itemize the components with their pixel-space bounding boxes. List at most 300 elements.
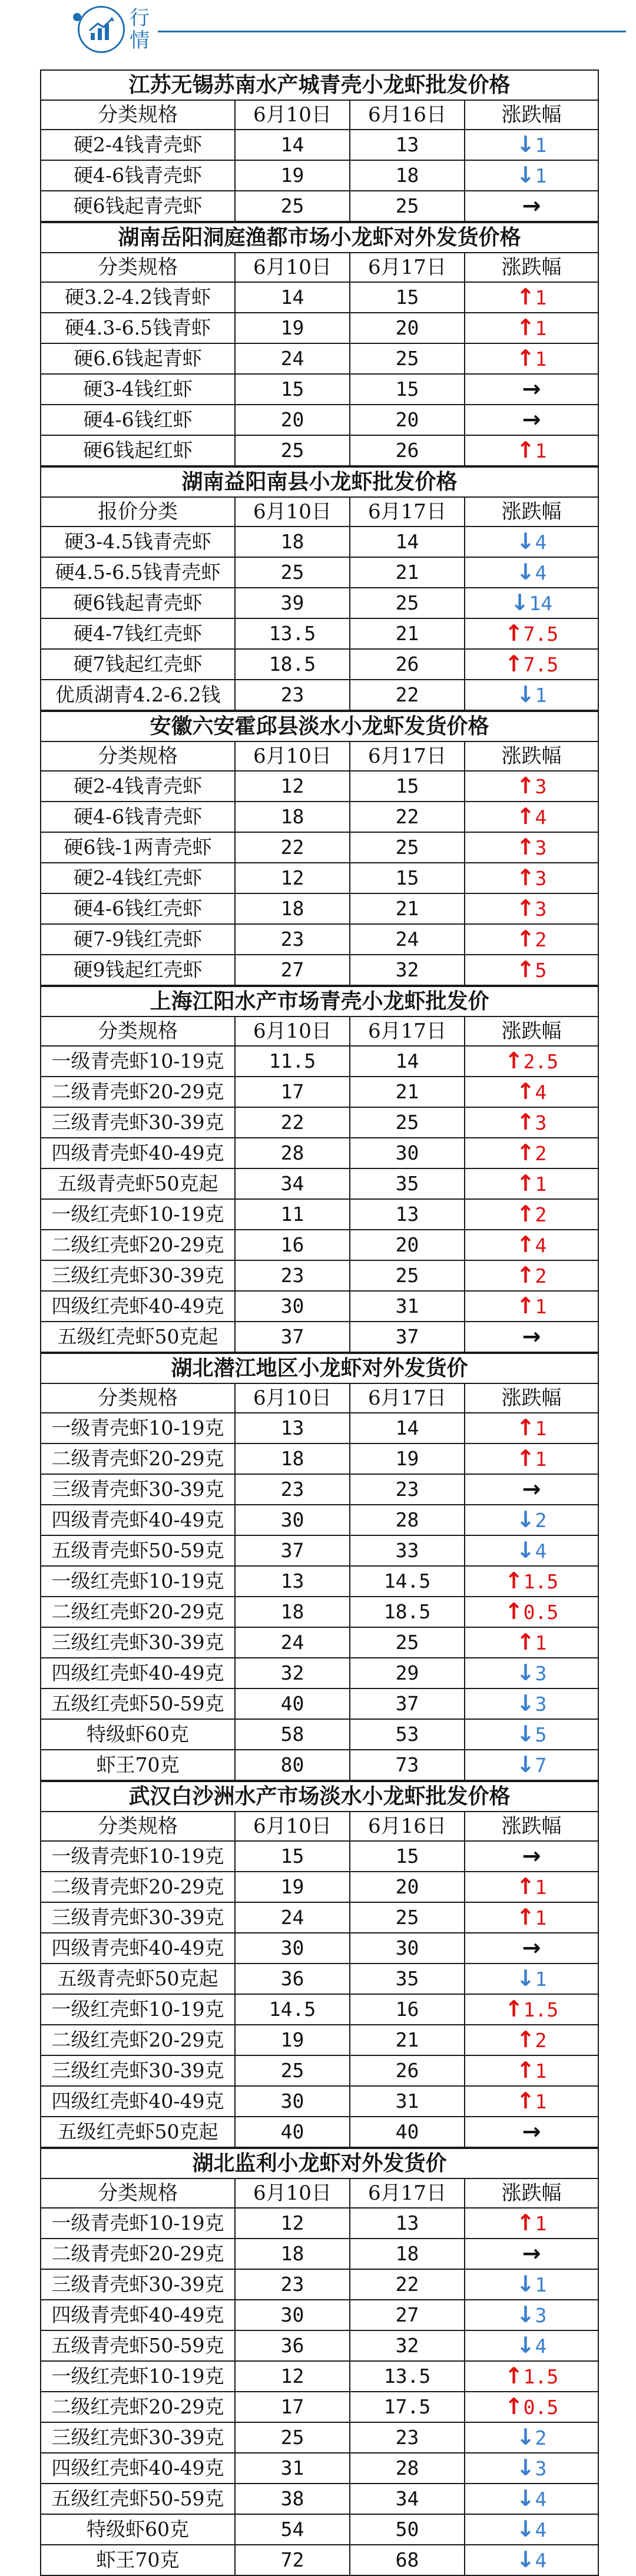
spec-name: 二级青壳虾20-29克	[41, 1872, 235, 1902]
table-row	[41, 343, 598, 374]
change-value: 2.5	[523, 1050, 559, 1073]
price-after: 14	[350, 1046, 465, 1077]
price-after: 14	[350, 1413, 465, 1443]
price-before: 30	[235, 1291, 350, 1322]
price-change	[465, 1322, 598, 1352]
table-row	[41, 313, 598, 343]
table-title-row	[41, 1353, 598, 1383]
price-after: 25	[350, 588, 465, 618]
change-value: 2	[535, 928, 547, 951]
price-after: 18.5	[350, 1597, 465, 1627]
table-row	[41, 1658, 598, 1688]
price-after: 13	[350, 130, 465, 160]
price-after: 26	[350, 2055, 465, 2086]
price-after: 40	[350, 2117, 465, 2147]
spec-name: 二级红壳虾20-29克	[41, 1230, 235, 1260]
table-title: 湖南岳阳洞庭渔都市场小龙虾对外发货价格	[41, 223, 598, 253]
price-change	[465, 1138, 598, 1168]
change-value: 3	[535, 2457, 547, 2480]
price-after: 19	[350, 1443, 465, 1474]
spec-name: 硬6钱起青壳虾	[41, 588, 235, 618]
price-table	[40, 69, 599, 222]
change-value: 2	[535, 1264, 547, 1287]
down-arrow-icon: ↓	[516, 1721, 535, 1747]
price-before: 19	[235, 160, 350, 191]
table-row	[41, 2117, 598, 2147]
price-change	[465, 1260, 598, 1291]
spec-name: 硬7钱起红壳虾	[41, 649, 235, 680]
column-header: 涨跌幅	[465, 100, 598, 130]
price-before: 18.5	[235, 649, 350, 680]
price-change	[465, 1199, 598, 1230]
table-row	[41, 1443, 598, 1474]
price-before: 36	[235, 1964, 350, 1994]
price-after: 18	[350, 160, 465, 191]
price-change	[465, 1474, 598, 1505]
price-after: 25	[350, 1627, 465, 1658]
price-after: 30	[350, 1933, 465, 1964]
spec-name: 一级青壳虾10-19克	[41, 2208, 235, 2239]
column-header: 6月17日	[350, 741, 465, 772]
price-before: 30	[235, 2300, 350, 2330]
spec-name: 硬2-4钱青壳虾	[41, 771, 235, 802]
up-arrow-icon: ↑	[516, 773, 535, 799]
flat-arrow-icon: →	[522, 406, 541, 432]
spec-name: 五级红壳虾50克起	[41, 1322, 235, 1352]
price-change	[465, 527, 598, 557]
table-row	[41, 405, 598, 435]
down-arrow-icon: ↓	[516, 1660, 535, 1686]
price-after: 34	[350, 2484, 465, 2514]
spec-name: 二级青壳虾20-29克	[41, 1077, 235, 1107]
price-before: 24	[235, 343, 350, 374]
down-arrow-icon: ↓	[516, 2485, 535, 2511]
price-before: 15	[235, 374, 350, 405]
spec-name: 五级青壳虾50-59克	[41, 1535, 235, 1566]
spec-name: 硬2-4钱红壳虾	[41, 863, 235, 893]
column-header: 分类规格	[41, 741, 235, 772]
price-after: 35	[350, 1168, 465, 1199]
column-header: 6月17日	[350, 497, 465, 527]
table-title-row	[41, 711, 598, 741]
price-tables	[40, 69, 598, 2576]
price-before: 58	[235, 1719, 350, 1750]
table-header-row	[41, 1383, 598, 1413]
up-arrow-icon: ↑	[504, 2393, 524, 2419]
table-row	[41, 1046, 598, 1077]
price-change	[465, 893, 598, 924]
column-header: 6月10日	[235, 253, 350, 283]
spec-name: 硬3-4钱红虾	[41, 374, 235, 405]
price-after: 22	[350, 802, 465, 832]
price-after: 25	[350, 832, 465, 863]
price-change	[465, 1443, 598, 1474]
price-after: 21	[350, 557, 465, 588]
table-row	[41, 588, 598, 618]
up-arrow-icon: ↑	[516, 926, 535, 952]
table-row	[41, 1077, 598, 1107]
price-after: 20	[350, 1872, 465, 1902]
column-header: 6月10日	[235, 2178, 350, 2209]
table-row	[41, 1994, 598, 2025]
column-header: 涨跌幅	[465, 1383, 598, 1413]
flat-arrow-icon: →	[522, 2118, 541, 2144]
down-arrow-icon: ↓	[516, 2271, 535, 2297]
price-change	[465, 1505, 598, 1535]
price-after: 22	[350, 2269, 465, 2300]
price-before: 40	[235, 2117, 350, 2147]
spec-name: 五级红壳虾50克起	[41, 2117, 235, 2147]
price-before: 14	[235, 130, 350, 160]
change-value: 0.5	[523, 1601, 559, 1624]
spec-name: 硬4-6钱红虾	[41, 405, 235, 435]
price-after: 25	[350, 191, 465, 221]
price-before: 23	[235, 924, 350, 955]
price-change	[465, 2117, 598, 2147]
price-change	[465, 1719, 598, 1750]
price-change	[465, 588, 598, 618]
table-row	[41, 832, 598, 863]
up-arrow-icon: ↑	[516, 1904, 535, 1930]
spec-name: 五级红壳虾50-59克	[41, 1688, 235, 1719]
header-title	[130, 7, 158, 52]
price-after: 21	[350, 893, 465, 924]
change-value: 1	[535, 1295, 547, 1318]
spec-name: 四级青壳虾40-49克	[41, 2300, 235, 2330]
change-value: 3	[535, 836, 547, 859]
change-value: 1	[535, 286, 547, 309]
table-row	[41, 160, 598, 191]
price-before: 19	[235, 1872, 350, 1902]
change-value: 1	[535, 2090, 547, 2113]
price-before: 25	[235, 435, 350, 466]
price-after: 13.5	[350, 2361, 465, 2392]
down-arrow-icon: ↓	[516, 1965, 535, 1991]
price-change	[465, 1566, 598, 1597]
change-value: 5	[535, 1723, 547, 1746]
table-title: 湖北潜江地区小龙虾对外发货价	[41, 1353, 598, 1383]
price-change	[465, 160, 598, 191]
table-row	[41, 130, 598, 160]
spec-name: 一级红壳虾10-19克	[41, 1199, 235, 1230]
table-row	[41, 2545, 598, 2575]
up-arrow-icon: ↑	[516, 1415, 535, 1441]
change-value: 1	[535, 2212, 547, 2235]
spec-name: 五级青壳虾50-59克	[41, 2330, 235, 2361]
price-change	[465, 2208, 598, 2239]
change-value: 4	[535, 561, 547, 584]
price-before: 11.5	[235, 1046, 350, 1077]
spec-name: 特级虾60克	[41, 2514, 235, 2545]
table-row	[41, 2392, 598, 2422]
price-before: 17	[235, 2392, 350, 2422]
column-header: 分类规格	[41, 100, 235, 130]
price-before: 20	[235, 405, 350, 435]
change-value: 3	[535, 1111, 547, 1134]
up-arrow-icon: ↑	[516, 1140, 535, 1166]
up-arrow-icon: ↑	[516, 1873, 535, 1899]
price-change	[465, 1750, 598, 1780]
table-row	[41, 527, 598, 557]
price-change	[465, 1627, 598, 1658]
spec-name: 虾王70克	[41, 1750, 235, 1780]
flat-arrow-icon: →	[522, 1843, 541, 1869]
price-table	[40, 1353, 599, 1781]
up-arrow-icon: ↑	[504, 620, 524, 646]
up-arrow-icon: ↑	[516, 1629, 535, 1655]
table-row	[41, 1474, 598, 1505]
price-after: 17.5	[350, 2392, 465, 2422]
table-row	[41, 282, 598, 313]
column-header: 6月16日	[350, 1812, 465, 1842]
price-change	[465, 2300, 598, 2330]
price-table	[40, 711, 599, 986]
price-table	[40, 222, 599, 466]
column-header: 分类规格	[41, 1383, 235, 1413]
table-row	[41, 1597, 598, 1627]
change-value: 1	[535, 439, 547, 462]
flat-arrow-icon: →	[522, 1323, 541, 1349]
spec-name: 三级青壳虾30-39克	[41, 2269, 235, 2300]
price-after: 73	[350, 1750, 465, 1780]
spec-name: 硬4-6钱青壳虾	[41, 802, 235, 832]
price-after: 20	[350, 405, 465, 435]
price-after: 22	[350, 680, 465, 710]
change-value: 2	[535, 1203, 547, 1226]
column-header: 涨跌幅	[465, 2178, 598, 2209]
price-change	[465, 1964, 598, 1994]
price-after: 20	[350, 1230, 465, 1260]
price-before: 40	[235, 1688, 350, 1719]
change-value: 1	[535, 2060, 547, 2082]
price-change	[465, 1994, 598, 2025]
table-row	[41, 955, 598, 985]
price-after: 32	[350, 2330, 465, 2361]
header-title-line2: 情	[130, 29, 150, 52]
price-before: 12	[235, 2208, 350, 2239]
flat-arrow-icon: →	[522, 2240, 541, 2266]
table-row	[41, 1199, 598, 1230]
price-after: 29	[350, 1658, 465, 1688]
price-change	[465, 1872, 598, 1902]
price-after: 25	[350, 1260, 465, 1291]
price-after: 14	[350, 527, 465, 557]
up-arrow-icon: ↑	[516, 1293, 535, 1319]
price-before: 38	[235, 2484, 350, 2514]
up-arrow-icon: ↑	[516, 1201, 535, 1227]
change-value: 0.5	[523, 2396, 559, 2419]
table-row	[41, 1964, 598, 1994]
flat-arrow-icon: →	[522, 193, 541, 218]
price-after: 21	[350, 2025, 465, 2055]
spec-name: 五级青壳虾50克起	[41, 1168, 235, 1199]
change-value: 4	[535, 2488, 547, 2511]
table-title: 江苏无锡苏南水产城青壳小龙虾批发价格	[41, 70, 598, 100]
table-row	[41, 1566, 598, 1597]
spec-name: 一级红壳虾10-19克	[41, 1566, 235, 1597]
price-after: 28	[350, 2453, 465, 2484]
table-row	[41, 618, 598, 649]
column-header: 分类规格	[41, 1017, 235, 1047]
price-after: 37	[350, 1688, 465, 1719]
spec-name: 三级红壳虾30-39克	[41, 1627, 235, 1658]
price-after: 27	[350, 2300, 465, 2330]
table-row	[41, 802, 598, 832]
price-table	[40, 2148, 599, 2576]
price-before: 23	[235, 680, 350, 710]
table-row	[41, 1841, 598, 1872]
up-arrow-icon: ↑	[516, 2057, 535, 2083]
spec-name: 硬3.2-4.2钱青虾	[41, 282, 235, 313]
spec-name: 三级青壳虾30-39克	[41, 1107, 235, 1138]
price-before: 22	[235, 832, 350, 863]
spec-name: 四级青壳虾40-49克	[41, 1933, 235, 1964]
price-after: 26	[350, 435, 465, 466]
table-row	[41, 1168, 598, 1199]
column-header: 分类规格	[41, 2178, 235, 2209]
price-before: 30	[235, 2086, 350, 2117]
spec-name: 一级青壳虾10-19克	[41, 1841, 235, 1872]
price-change	[465, 1230, 598, 1260]
price-after: 20	[350, 313, 465, 343]
change-value: 3	[535, 775, 547, 798]
price-after: 15	[350, 771, 465, 802]
price-after: 21	[350, 618, 465, 649]
spec-name: 硬3-4.5钱青壳虾	[41, 527, 235, 557]
table-title: 上海江阳水产市场青壳小龙虾批发价	[41, 986, 598, 1017]
price-before: 15	[235, 1841, 350, 1872]
table-title-row	[41, 223, 598, 253]
table-row	[41, 2300, 598, 2330]
table-row	[41, 557, 598, 588]
price-before: 25	[235, 2055, 350, 2086]
price-change	[465, 2239, 598, 2269]
change-value: 1	[535, 1968, 547, 1991]
table-row	[41, 1260, 598, 1291]
price-change	[465, 832, 598, 863]
price-change	[465, 405, 598, 435]
column-header: 6月10日	[235, 741, 350, 772]
column-header: 6月17日	[350, 1383, 465, 1413]
price-before: 24	[235, 1902, 350, 1933]
up-arrow-icon: ↑	[504, 1996, 524, 2022]
table-title-row	[41, 467, 598, 497]
price-before: 18	[235, 893, 350, 924]
up-arrow-icon: ↑	[504, 1568, 524, 1594]
price-change	[465, 1535, 598, 1566]
spec-name: 硬6钱起红虾	[41, 435, 235, 466]
price-change	[465, 1597, 598, 1627]
change-value: 2	[535, 1509, 547, 1532]
spec-name: 四级红壳虾40-49克	[41, 1291, 235, 1322]
table-header-row	[41, 497, 598, 527]
price-after: 23	[350, 1474, 465, 1505]
table-row	[41, 1688, 598, 1719]
change-value: 3	[535, 1693, 547, 1716]
price-before: 31	[235, 2453, 350, 2484]
price-after: 31	[350, 1291, 465, 1322]
change-value: 1	[535, 317, 547, 340]
price-change	[465, 2453, 598, 2484]
table-title-row	[41, 2148, 598, 2178]
table-row	[41, 1933, 598, 1964]
change-value: 3	[535, 867, 547, 890]
price-after: 32	[350, 955, 465, 985]
price-before: 18	[235, 2239, 350, 2269]
table-title-row	[41, 70, 598, 100]
change-value: 1	[535, 134, 547, 157]
table-header-row	[41, 100, 598, 130]
price-before: 80	[235, 1750, 350, 1780]
price-before: 13	[235, 1566, 350, 1597]
flat-arrow-icon: →	[522, 1935, 541, 1961]
change-value: 14	[529, 592, 553, 615]
header-title-line1: 行	[130, 6, 150, 30]
spec-name: 二级红壳虾20-29克	[41, 2392, 235, 2422]
up-arrow-icon: ↑	[516, 2210, 535, 2236]
table-row	[41, 893, 598, 924]
price-before: 22	[235, 1107, 350, 1138]
price-before: 32	[235, 1658, 350, 1688]
price-change	[465, 649, 598, 680]
change-value: 4	[535, 2549, 547, 2572]
price-before: 54	[235, 2514, 350, 2545]
price-change	[465, 1658, 598, 1688]
table-row	[41, 1750, 598, 1780]
table-row	[41, 2484, 598, 2514]
up-arrow-icon: ↑	[516, 1262, 535, 1288]
price-before: 39	[235, 588, 350, 618]
table-row	[41, 1505, 598, 1535]
price-change	[465, 1413, 598, 1443]
column-header: 涨跌幅	[465, 1017, 598, 1047]
change-value: 2	[535, 2426, 547, 2449]
price-before: 14	[235, 282, 350, 313]
change-value: 7.5	[523, 623, 559, 645]
spec-name: 一级红壳虾10-19克	[41, 1994, 235, 2025]
price-after: 33	[350, 1535, 465, 1566]
table-row	[41, 374, 598, 405]
table-row	[41, 1322, 598, 1352]
change-value: 1	[535, 1417, 547, 1440]
column-header: 6月10日	[235, 1017, 350, 1047]
column-header: 6月10日	[235, 100, 350, 130]
price-before: 18	[235, 802, 350, 832]
table-row	[41, 1627, 598, 1658]
price-after: 15	[350, 1841, 465, 1872]
price-before: 25	[235, 557, 350, 588]
price-change	[465, 2330, 598, 2361]
up-arrow-icon: ↑	[516, 1170, 535, 1196]
change-value: 4	[535, 806, 547, 829]
table-title-row	[41, 986, 598, 1017]
price-before: 12	[235, 2361, 350, 2392]
price-after: 24	[350, 924, 465, 955]
price-after: 14.5	[350, 1566, 465, 1597]
spec-name: 硬2-4钱青壳虾	[41, 130, 235, 160]
table-header-row	[41, 253, 598, 283]
down-arrow-icon: ↓	[510, 590, 529, 615]
spec-name: 五级青壳虾50克起	[41, 1964, 235, 1994]
change-value: 1.5	[523, 1998, 559, 2021]
column-header: 涨跌幅	[465, 497, 598, 527]
table-row	[41, 1872, 598, 1902]
price-change	[465, 343, 598, 374]
spec-name: 四级红壳虾40-49克	[41, 2086, 235, 2117]
price-before: 37	[235, 1535, 350, 1566]
price-change	[465, 771, 598, 802]
price-change	[465, 1077, 598, 1107]
